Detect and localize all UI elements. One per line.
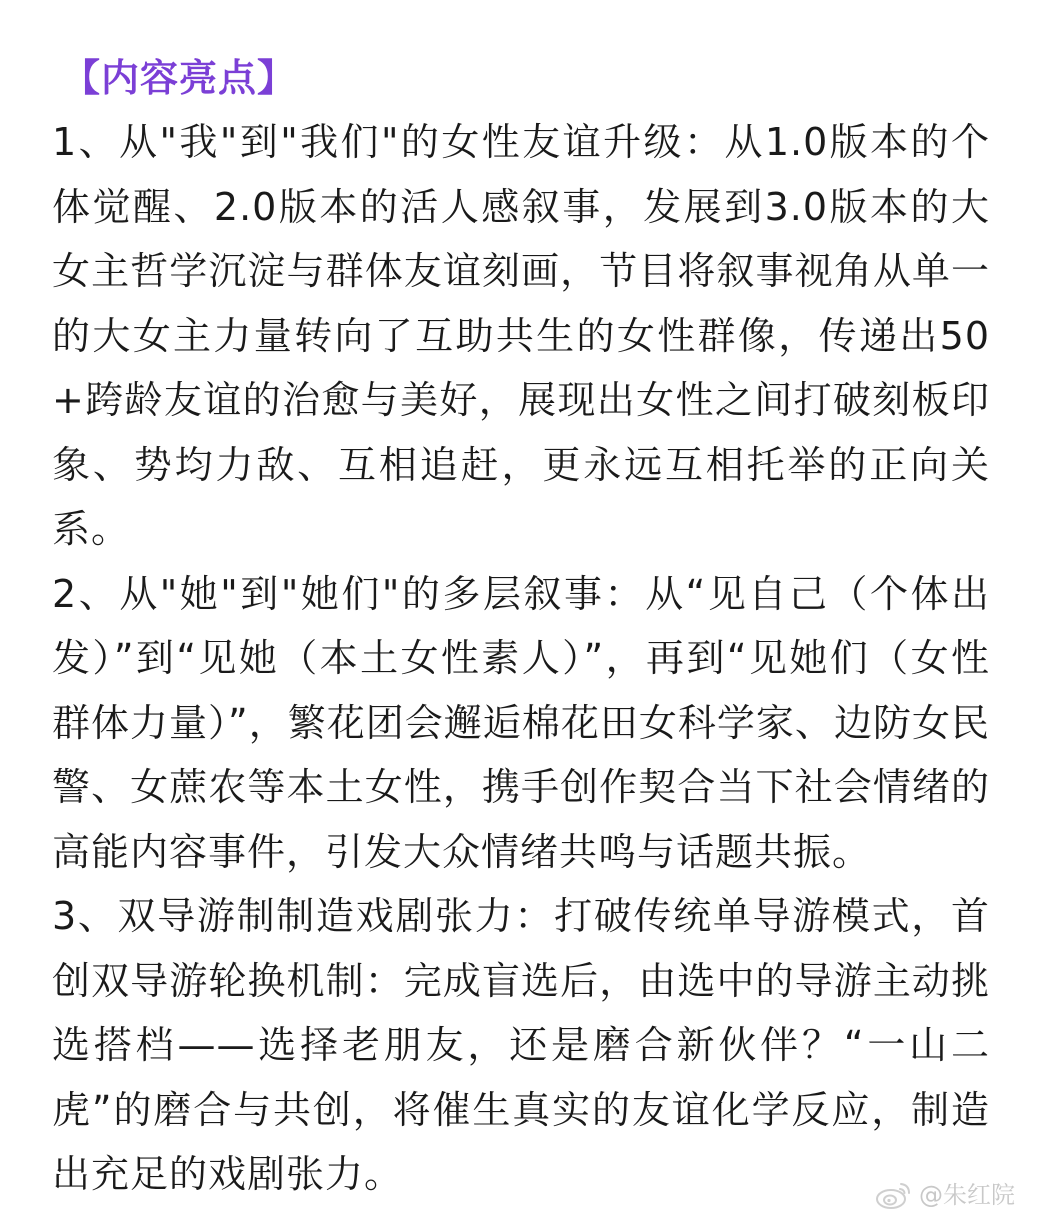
weibo-watermark <box>875 1180 1015 1210</box>
watermark-username: @朱红院 <box>919 1181 1015 1209</box>
highlight-paragraph-1: 1、从"我"到"我们"的女性友谊升级：从1.0版本的个体觉醒、2.0版本的活人感叙事，发展到3.0版本的大女主哲学沉淀与群体友谊刻画，节目将叙事视角从单一的大女主力量转向了互助共生的女性群像，传递出50+跨龄友谊的治愈与美好，展现出女性之间打破刻板印象、势均力敌、互相追赶，更永远互相托举的正向关系。 <box>52 120 990 551</box>
highlight-paragraph-3: 3、双导游制制造戏剧张力：打破传统单导游模式，首创双导游轮换机制：完成盲选后，由选中的导游主动挑选搭档——选择老朋友，还是磨合新伙伴？“一山二虎”的磨合与共创，将催生真实的友谊化学反应，制造出充足的戏剧张力。 <box>52 894 990 1196</box>
weibo-icon <box>875 1180 913 1210</box>
highlight-paragraph-2: 2、从"她"到"她们"的多层叙事：从“见自己（个体出发）”到“见她（本土女性素人）”，再到“见她们（女性群体力量）”，繁花团会邂逅棉花田女科学家、边防女民警、女蔗农等本土女性，携手创作契合当下社会情绪的高能内容事件，引发大众情绪共鸣与话题共振。 <box>52 571 990 874</box>
section-heading: 【内容亮点】 <box>62 56 297 100</box>
highlights-body <box>52 110 990 1207</box>
